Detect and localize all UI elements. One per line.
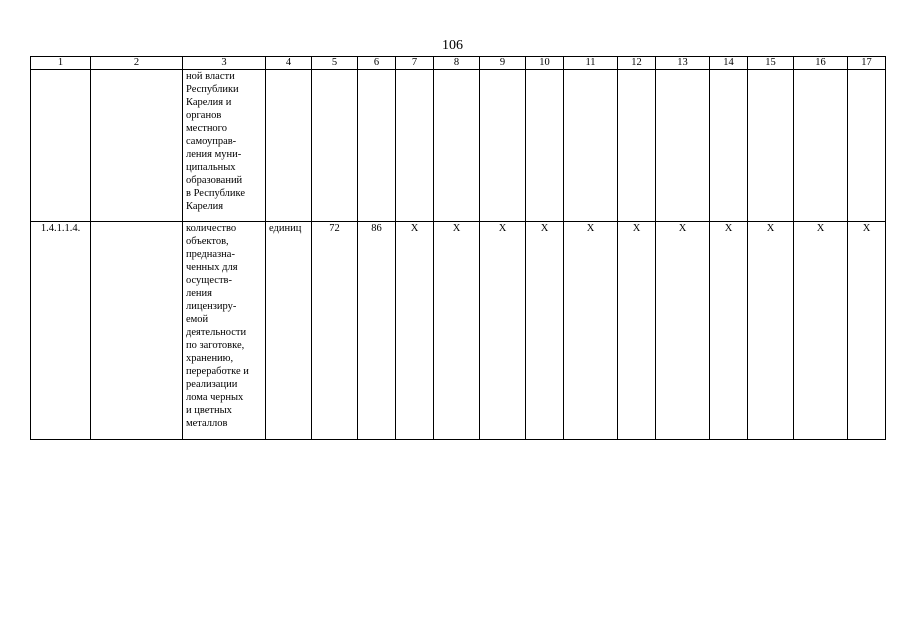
column-number: 5: [312, 57, 358, 70]
cell-code: [31, 70, 91, 222]
cell-code: 1.4.1.1.4.: [31, 222, 91, 440]
text-line: в Республике: [186, 188, 246, 199]
cell-x-mark: X: [526, 222, 564, 440]
text-line: переработке и: [186, 366, 249, 377]
cell-x-mark: X: [618, 222, 656, 440]
column-number: 11: [564, 57, 618, 70]
cell-col2: [91, 70, 183, 222]
column-number: 8: [434, 57, 480, 70]
cell-empty: [564, 70, 618, 222]
cell-empty: [526, 70, 564, 222]
column-number: 12: [618, 57, 656, 70]
cell-empty: [312, 70, 358, 222]
cell-col2: [91, 222, 183, 440]
text-line: Карелия и: [186, 97, 232, 108]
cell-x-mark: X: [396, 222, 434, 440]
column-number: 15: [748, 57, 794, 70]
column-number: 17: [848, 57, 886, 70]
cell-unit: единиц: [266, 222, 312, 440]
text-line: деятельности: [186, 327, 247, 338]
text-line: и цветных: [186, 405, 232, 416]
text-line: органов: [186, 110, 222, 121]
text-line: осуществ-: [186, 275, 232, 286]
text-line: ной власти: [186, 71, 235, 82]
table-row: [31, 222, 886, 440]
cell-empty: [266, 70, 312, 222]
column-number: 7: [396, 57, 434, 70]
text-line: металлов: [186, 418, 228, 429]
text-line: по заготовке,: [186, 340, 245, 351]
text-line: предназна-: [186, 249, 235, 260]
cell-empty: [434, 70, 480, 222]
column-header-row: [31, 57, 886, 70]
cell-empty: [358, 70, 396, 222]
text-line: количество: [186, 223, 237, 234]
column-number: 10: [526, 57, 564, 70]
text-line: самоуправ-: [186, 136, 237, 147]
cell-x-mark: X: [748, 222, 794, 440]
text-line: объектов,: [186, 236, 229, 247]
cell-x-mark: X: [434, 222, 480, 440]
text-line: хранению,: [186, 353, 234, 364]
text-line: ченных для: [186, 262, 238, 273]
data-table: [30, 56, 886, 440]
text-line: емой: [186, 314, 209, 325]
cell-empty: [480, 70, 526, 222]
cell-empty: [396, 70, 434, 222]
column-number: 2: [91, 57, 183, 70]
column-number: 3: [183, 57, 266, 70]
text-line: ления муни-: [186, 149, 242, 160]
cell-empty: [710, 70, 748, 222]
cell-description: [183, 222, 266, 440]
cell-x-mark: X: [848, 222, 886, 440]
table-row-continuation: [31, 70, 886, 222]
cell-empty: [656, 70, 710, 222]
text-line: Карелия: [186, 201, 224, 212]
text-line: образований: [186, 175, 243, 186]
cell-value: 86: [358, 222, 396, 440]
column-number: 13: [656, 57, 710, 70]
cell-empty: [794, 70, 848, 222]
text-line: Республики: [186, 84, 239, 95]
text-line: ципальных: [186, 162, 236, 173]
cell-value: 72: [312, 222, 358, 440]
column-number: 1: [31, 57, 91, 70]
column-number: 4: [266, 57, 312, 70]
column-number: 9: [480, 57, 526, 70]
cell-x-mark: X: [656, 222, 710, 440]
text-line: реализации: [186, 379, 238, 390]
cell-empty: [748, 70, 794, 222]
cell-empty: [848, 70, 886, 222]
text-line: местного: [186, 123, 227, 134]
column-number: 6: [358, 57, 396, 70]
column-number: 14: [710, 57, 748, 70]
text-line: ления: [186, 288, 212, 299]
cell-x-mark: X: [480, 222, 526, 440]
column-number: 16: [794, 57, 848, 70]
cell-x-mark: X: [710, 222, 748, 440]
cell-x-mark: X: [794, 222, 848, 440]
text-line: лицензиру-: [186, 301, 237, 312]
text-line: лома черных: [186, 392, 244, 403]
cell-x-mark: X: [564, 222, 618, 440]
cell-description: [183, 70, 266, 222]
page-number: 106: [442, 38, 463, 53]
cell-empty: [618, 70, 656, 222]
